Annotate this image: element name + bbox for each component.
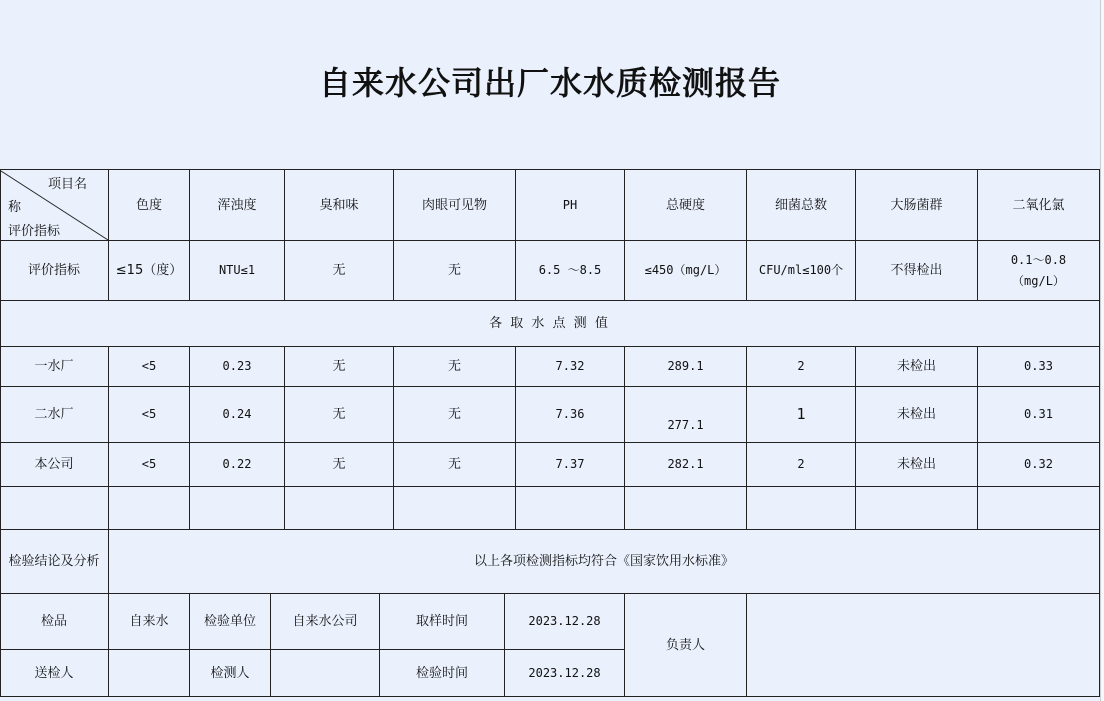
header-col-visible-matter: 肉眼可见物 <box>394 170 516 241</box>
tester-value[interactable] <box>271 650 380 697</box>
row3-turbidity: 0.22 <box>190 443 285 487</box>
header-col-coliform: 大肠菌群 <box>856 170 978 241</box>
unit-label: 检验单位 <box>190 594 271 650</box>
row1-hardness: 289.1 <box>625 347 747 387</box>
standard-ph: 6.5 ～8.5 <box>516 241 625 301</box>
standard-hardness: ≤450（mg/L） <box>625 241 747 301</box>
empty-row-cell[interactable] <box>625 487 747 530</box>
row3-bacteria: 2 <box>747 443 856 487</box>
sampling-time-value: 2023.12.28 <box>505 594 625 650</box>
row3-ph: 7.37 <box>516 443 625 487</box>
row1-ph: 7.32 <box>516 347 625 387</box>
row1-color: <5 <box>109 347 190 387</box>
row3-chlorine-dioxide: 0.32 <box>978 443 1100 487</box>
header-col-turbidity: 浑浊度 <box>190 170 285 241</box>
header-corner-top: 项目名 <box>48 177 88 192</box>
row2-name: 二水厂 <box>0 387 109 443</box>
empty-row-cell[interactable] <box>516 487 625 530</box>
row1-odor: 无 <box>285 347 394 387</box>
row2-color: <5 <box>109 387 190 443</box>
standard-coliform: 不得检出 <box>856 241 978 301</box>
empty-row-cell[interactable] <box>747 487 856 530</box>
header-corner-bottom: 评价指标 <box>8 224 61 239</box>
standard-turbidity: NTU≤1 <box>190 241 285 301</box>
row1-visible-matter: 无 <box>394 347 516 387</box>
row3-hardness: 282.1 <box>625 443 747 487</box>
empty-row-cell[interactable] <box>978 487 1100 530</box>
row2-hardness: 277.1 <box>625 387 747 443</box>
empty-row-cell[interactable] <box>394 487 516 530</box>
row3-coliform: 未检出 <box>856 443 978 487</box>
row3-visible-matter: 无 <box>394 443 516 487</box>
row2-ph: 7.36 <box>516 387 625 443</box>
row2-coliform: 未检出 <box>856 387 978 443</box>
row2-visible-matter: 无 <box>394 387 516 443</box>
sheet-right-edge <box>1100 0 1104 701</box>
header-col-chlorine-dioxide: 二氧化氯 <box>978 170 1100 241</box>
row2-chlorine-dioxide: 0.31 <box>978 387 1100 443</box>
row3-odor: 无 <box>285 443 394 487</box>
standard-odor: 无 <box>285 241 394 301</box>
empty-row-cell[interactable] <box>0 487 109 530</box>
test-time-label: 检验时间 <box>380 650 505 697</box>
standard-visible-matter: 无 <box>394 241 516 301</box>
section-label: 各 取 水 点 测 值 <box>0 301 1100 347</box>
header-col-hardness: 总硬度 <box>625 170 747 241</box>
standard-bacteria: CFU/ml≤100个 <box>747 241 856 301</box>
standard-color: ≤15（度） <box>109 241 190 301</box>
row2-odor: 无 <box>285 387 394 443</box>
responsible-label: 负责人 <box>625 594 747 697</box>
standard-chlorine-dioxide: 0.1～0.8 （mg/L） <box>978 241 1100 301</box>
row2-bacteria: 1 <box>747 387 856 443</box>
row1-name: 一水厂 <box>0 347 109 387</box>
sender-label: 送检人 <box>0 650 109 697</box>
test-time-value: 2023.12.28 <box>505 650 625 697</box>
empty-row-cell[interactable] <box>285 487 394 530</box>
row3-color: <5 <box>109 443 190 487</box>
responsible-value[interactable] <box>747 594 1100 697</box>
row1-turbidity: 0.23 <box>190 347 285 387</box>
empty-row-cell[interactable] <box>109 487 190 530</box>
tester-label: 检测人 <box>190 650 271 697</box>
empty-row-cell[interactable] <box>856 487 978 530</box>
row2-turbidity: 0.24 <box>190 387 285 443</box>
report-title: 自来水公司出厂水水质检测报告 <box>318 64 781 102</box>
row1-coliform: 未检出 <box>856 347 978 387</box>
header-col-odor: 臭和味 <box>285 170 394 241</box>
row1-chlorine-dioxide: 0.33 <box>978 347 1100 387</box>
empty-row-cell[interactable] <box>190 487 285 530</box>
header-col-color: 色度 <box>109 170 190 241</box>
conclusion-text: 以上各项检测指标均符合《国家饮用水标准》 <box>109 530 1100 594</box>
sender-value[interactable] <box>109 650 190 697</box>
header-col-ph: PH <box>516 170 625 241</box>
row1-bacteria: 2 <box>747 347 856 387</box>
sampling-time-label: 取样时间 <box>380 594 505 650</box>
row3-name: 本公司 <box>0 443 109 487</box>
header-corner-mid: 称 <box>8 200 22 215</box>
standard-row-label: 评价指标 <box>0 241 109 301</box>
sample-value: 自来水 <box>109 594 190 650</box>
conclusion-label: 检验结论及分析 <box>0 530 109 594</box>
header-col-bacteria: 细菌总数 <box>747 170 856 241</box>
sample-label: 检品 <box>0 594 109 650</box>
unit-value: 自来水公司 <box>271 594 380 650</box>
